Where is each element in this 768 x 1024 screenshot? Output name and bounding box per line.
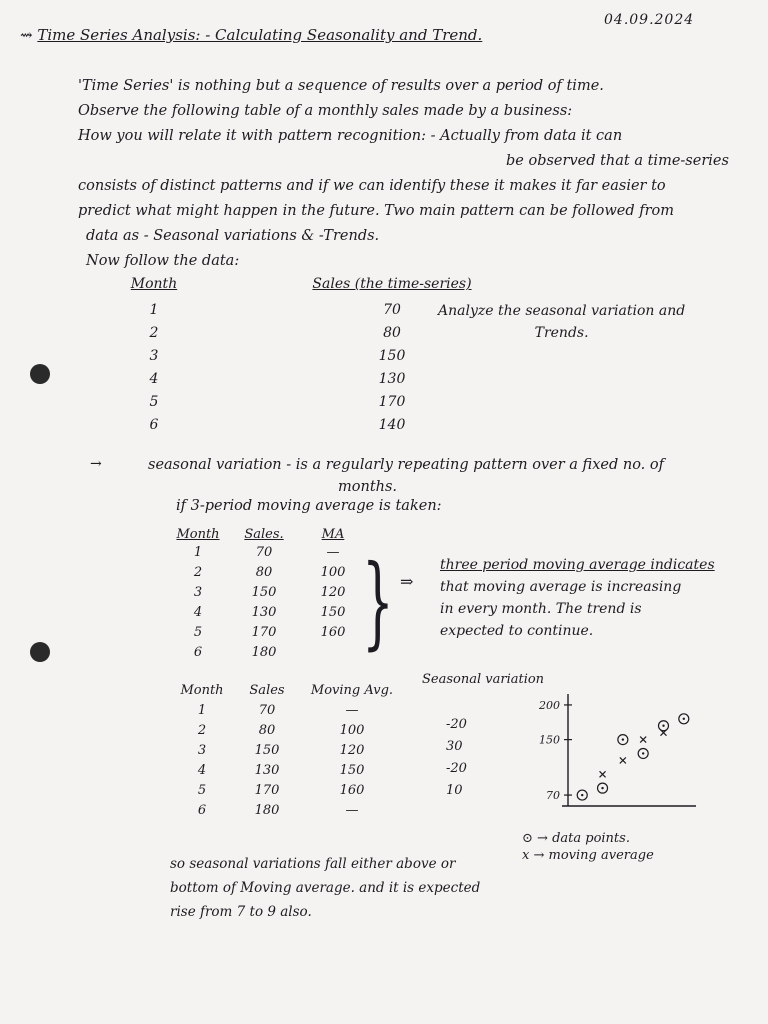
intro-line: be observed that a time-series <box>506 153 729 169</box>
table-row: 2 80 <box>149 324 401 341</box>
conclusion: so seasonal variations fall either above or bottom of Moving average. and it is expected rise from 7 to 9 also. <box>170 856 481 920</box>
table-row: 1 70 — <box>193 544 340 560</box>
analyze-note: Analyze the seasonal variation and Trends. <box>438 303 686 341</box>
table-header: Sales. <box>244 526 284 542</box>
table-header: Sales (the time-series) <box>312 276 472 292</box>
implies-arrow-icon: ⇒ <box>400 572 414 591</box>
date: 04.09.2024 <box>604 12 695 28</box>
table-header: Month <box>180 682 224 698</box>
table-row: 5 170 160 <box>193 624 346 640</box>
table-row: 3 150 120 <box>193 584 346 600</box>
seasonal-table <box>172 680 402 820</box>
table-header: Moving Avg. <box>310 682 394 698</box>
intro-line: Observe the following table of a monthly sales made by a business: <box>78 103 573 119</box>
table-row: 1 70 — <box>197 702 359 718</box>
sales-table <box>126 270 482 436</box>
table-header: Sales <box>249 682 285 698</box>
title-arrow-icon: ⇝ <box>20 26 33 44</box>
moving-average-point <box>600 771 606 777</box>
page-title <box>20 26 482 44</box>
title-text: Time Series Analysis: - Calculating Seasonality and Trend. <box>37 26 483 44</box>
y-tick-label: 70 <box>546 789 560 803</box>
data-point-center <box>683 718 685 720</box>
intro-line: 'Time Series' is nothing but a sequence of results over a period of time. <box>78 78 604 94</box>
table-row: 2 80 100 <box>193 564 346 580</box>
binder-hole <box>30 642 50 662</box>
binder-hole <box>30 364 50 384</box>
table-row: 3 150 120 <box>197 742 365 758</box>
table-row: 1 70 <box>149 301 401 318</box>
seasonal-definition: seasonal variation - is a regularly repeating pattern over a fixed no. of months. <box>148 457 664 495</box>
data-point-center <box>581 794 583 796</box>
data-point-center <box>601 787 603 789</box>
intro-line: data as - Seasonal variations & -Trends. <box>86 228 380 244</box>
legend-item: x → moving average <box>522 848 654 863</box>
table-row: 2 80 100 <box>197 722 365 738</box>
chart-legend <box>522 830 654 864</box>
moving-average-intro: if 3-period moving average is taken: <box>176 498 442 514</box>
x-marker-icon: x <box>522 848 530 863</box>
circle-marker-icon: ⊙ <box>522 831 533 846</box>
table-header: Month <box>130 276 178 292</box>
data-point-center <box>662 725 664 727</box>
y-tick-label: 200 <box>539 698 560 712</box>
trend-note: three period moving average indicates that moving average is increasing in every month. The trend is expected to continue. <box>440 557 715 639</box>
table-header: Month <box>176 526 220 542</box>
moving-average-point <box>640 737 646 743</box>
scatter-chart <box>520 690 700 814</box>
data-point-center <box>622 738 624 740</box>
table-row: 4 130 150 <box>193 604 346 620</box>
table-row: 5 170 <box>149 393 406 410</box>
brace-icon: } <box>362 543 394 660</box>
table-row: 4 130 <box>149 370 406 387</box>
moving-average-table <box>176 526 358 662</box>
right-arrow-icon: → <box>90 456 102 472</box>
table-row: 6 180 — <box>197 802 359 818</box>
table-row: 6 140 <box>149 416 406 433</box>
seasonal-variation-values: -20 30 -20 10 <box>446 717 467 798</box>
legend-item: ⊙ → data points. <box>522 831 630 846</box>
table-row: 4 130 150 <box>197 762 365 778</box>
data-point-center <box>642 752 644 754</box>
intro-line: Now follow the data: <box>86 253 240 269</box>
intro-line: How you will relate it with pattern recognition: - Actually from data it can <box>78 128 623 144</box>
intro-paragraph <box>78 74 758 274</box>
intro-line: consists of distinct patterns and if we can identify these it makes it far easier to <box>78 178 666 194</box>
table-header: MA <box>321 526 345 542</box>
table-row: 5 170 160 <box>197 782 365 798</box>
intro-line: predict what might happen in the future. Two main pattern can be followed from <box>78 203 675 219</box>
y-tick-label: 150 <box>539 733 560 747</box>
table-row: 3 150 <box>149 347 406 364</box>
seasonal-variation-title: Seasonal variation <box>422 672 545 687</box>
table-row: 6 180 <box>193 644 277 660</box>
moving-average-point <box>620 757 626 763</box>
